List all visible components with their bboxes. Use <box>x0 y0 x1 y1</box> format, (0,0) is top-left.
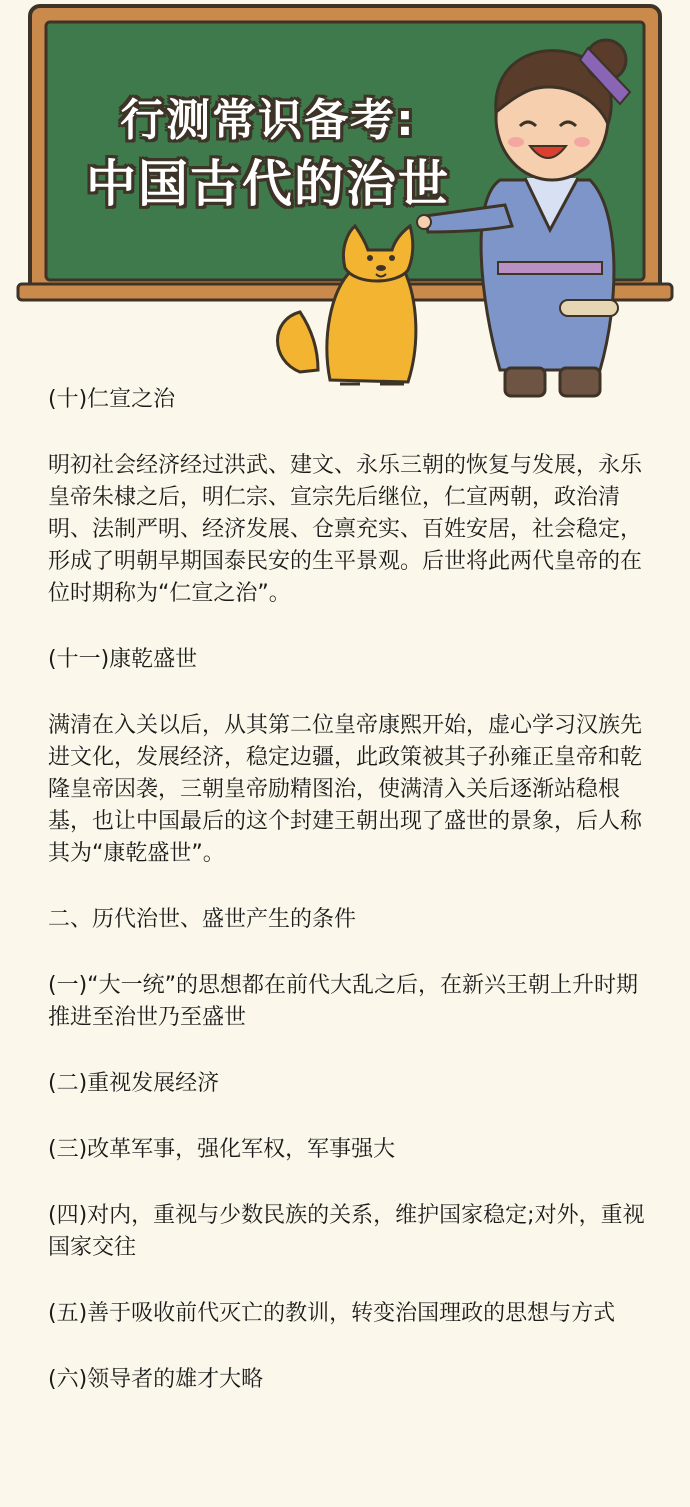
section-body-ren-xuan: 明初社会经济经过洪武、建文、永乐三朝的恢复与发展，永乐皇帝朱棣之后，明仁宗、宣宗先后继位，仁宣两朝，政治清明、法制严明、经济发展、仓禀充实、百姓安居，社会稳定，形成了明朝早期国泰民安的生平景观。后世将此两代皇帝的在位时期称为“仁宣之治”。 <box>48 453 643 606</box>
condition-item-6: (六)领导者的雄才大略 <box>48 1367 264 1392</box>
board-title-line1: 行测常识备考: <box>120 95 416 146</box>
section-body-kang-qian: 满清在入关以后，从其第二位皇帝康熙开始，虚心学习汉族先进文化，发展经济，稳定边疆，此政策被其子孙雍正皇帝和乾隆皇帝因袭，三朝皇帝励精图治，使满清入关后逐渐站稳根基，也让中国最后的这个封建王朝出现了盛世的景象，后人称其为“康乾盛世”。 <box>48 713 643 866</box>
condition-item-2: (二)重视发展经济 <box>48 1071 220 1096</box>
condition-item-1: (一)“大一统”的思想都在前代大乱之后，在新兴王朝上升时期推进至治世乃至盛世 <box>48 973 638 1030</box>
condition-item-4: (四)对内，重视与少数民族的关系，维护国家稳定;对外，重视国家交往 <box>48 1203 645 1260</box>
condition-item-3: (三)改革军事，强化军权，军事强大 <box>48 1137 396 1162</box>
part-two-heading: 二、历代治世、盛世产生的条件 <box>48 907 357 932</box>
section-heading-ren-xuan: (十)仁宣之治 <box>48 387 176 412</box>
board-title-line2: 中国古代的治世 <box>86 155 450 213</box>
article-body <box>48 384 648 1396</box>
condition-item-5: (五)善于吸收前代灭亡的教训，转变治国理政的思想与方式 <box>48 1301 616 1326</box>
section-heading-kang-qian: (十一)康乾盛世 <box>48 647 198 672</box>
header-illustration <box>0 0 690 410</box>
